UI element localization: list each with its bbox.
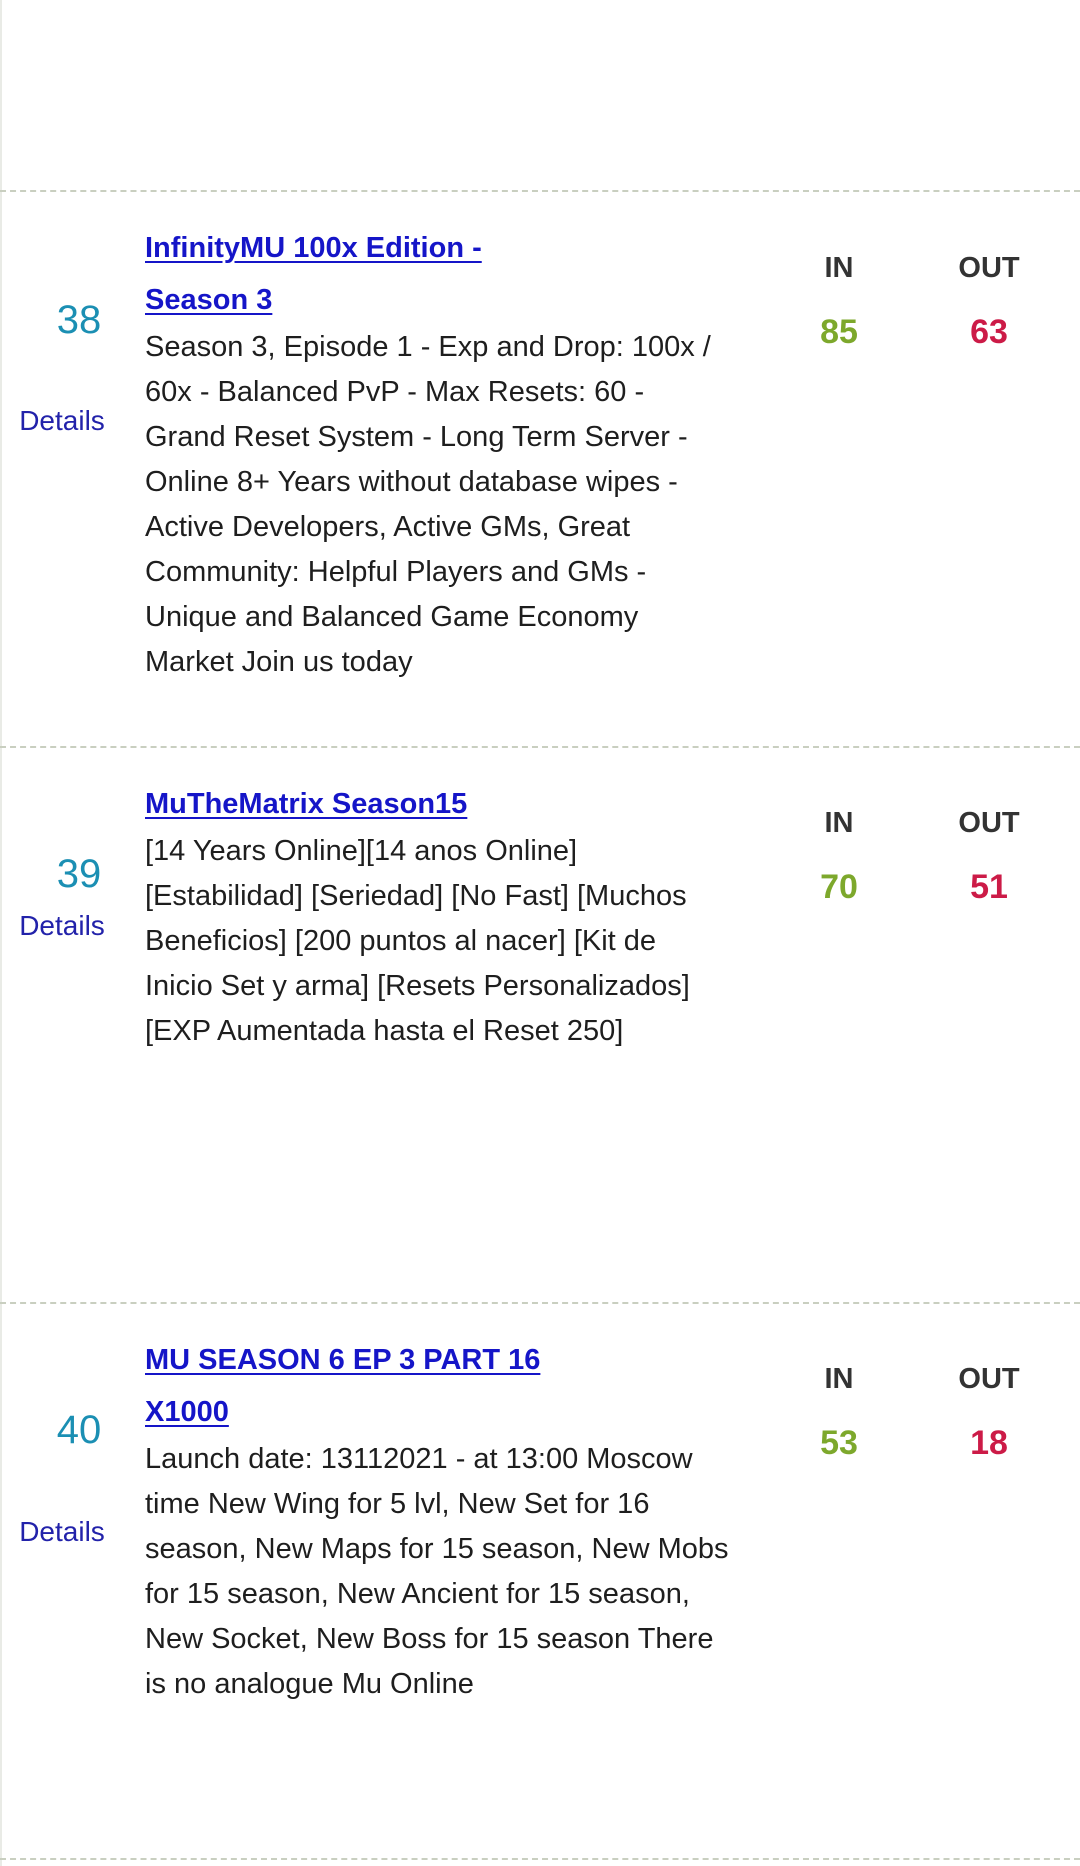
server-title-link[interactable] bbox=[145, 778, 725, 830]
row-divider bbox=[0, 1302, 1080, 1304]
row-divider bbox=[0, 190, 1080, 192]
server-title-line: MuTheMatrix Season15 bbox=[145, 788, 468, 820]
out-label: OUT bbox=[958, 252, 1020, 284]
in-label: IN bbox=[824, 1363, 854, 1395]
out-count: 18 bbox=[970, 1424, 1008, 1462]
server-rank: 40 bbox=[56, 1408, 102, 1452]
server-rank: 38 bbox=[56, 298, 102, 342]
in-label: IN bbox=[824, 252, 854, 284]
server-title-line: X1000 bbox=[145, 1396, 229, 1428]
row-divider bbox=[0, 1858, 1080, 1860]
server-title-link[interactable] bbox=[145, 1334, 725, 1438]
server-title-line: MU SEASON 6 EP 3 PART 16 bbox=[145, 1344, 541, 1376]
server-title-link[interactable] bbox=[145, 222, 725, 326]
details-link[interactable]: Details bbox=[19, 1516, 105, 1547]
out-count: 51 bbox=[970, 868, 1008, 906]
in-count: 53 bbox=[820, 1424, 858, 1462]
row-divider bbox=[0, 746, 1080, 748]
server-rank: 39 bbox=[56, 852, 102, 896]
server-description: Launch date: 13112021 - at 13:00 Moscow time New Wing for 5 lvl, New Set for 16 season, New Maps for 15 season, New Mobs for 15 season, New Ancient for 15 season, New Socket, New Boss for 15 season There is no analogue Mu Online bbox=[145, 1443, 729, 1700]
server-description: [14 Years Online][14 anos Online] [Estabilidad] [Seriedad] [No Fast] [Muchos Beneficios] [200 puntos al nacer] [Kit de Inicio Set y arma] [Resets Personalizados] [EXP Aumentada hasta el Reset 250] bbox=[145, 835, 690, 1047]
in-count: 70 bbox=[820, 868, 858, 906]
server-description: Season 3, Episode 1 - Exp and Drop: 100x / 60x - Balanced PvP - Max Resets: 60 - Grand Reset System - Long Term Server - Online 8+ Years without database wipes - Active Developers, Active GMs, Great Community: Helpful Players and GMs - Unique and Balanced Game Economy Market Join us today bbox=[145, 331, 711, 678]
out-label: OUT bbox=[958, 807, 1020, 839]
server-title-line: Season 3 bbox=[145, 284, 273, 316]
server-title-line: InfinityMU 100x Edition - bbox=[145, 232, 482, 264]
in-count: 85 bbox=[820, 313, 858, 351]
details-link[interactable]: Details bbox=[19, 405, 105, 436]
page-left-border bbox=[0, 0, 2, 1866]
out-count: 63 bbox=[970, 313, 1008, 351]
in-label: IN bbox=[824, 807, 854, 839]
out-label: OUT bbox=[958, 1363, 1020, 1395]
details-link[interactable]: Details bbox=[19, 910, 105, 941]
